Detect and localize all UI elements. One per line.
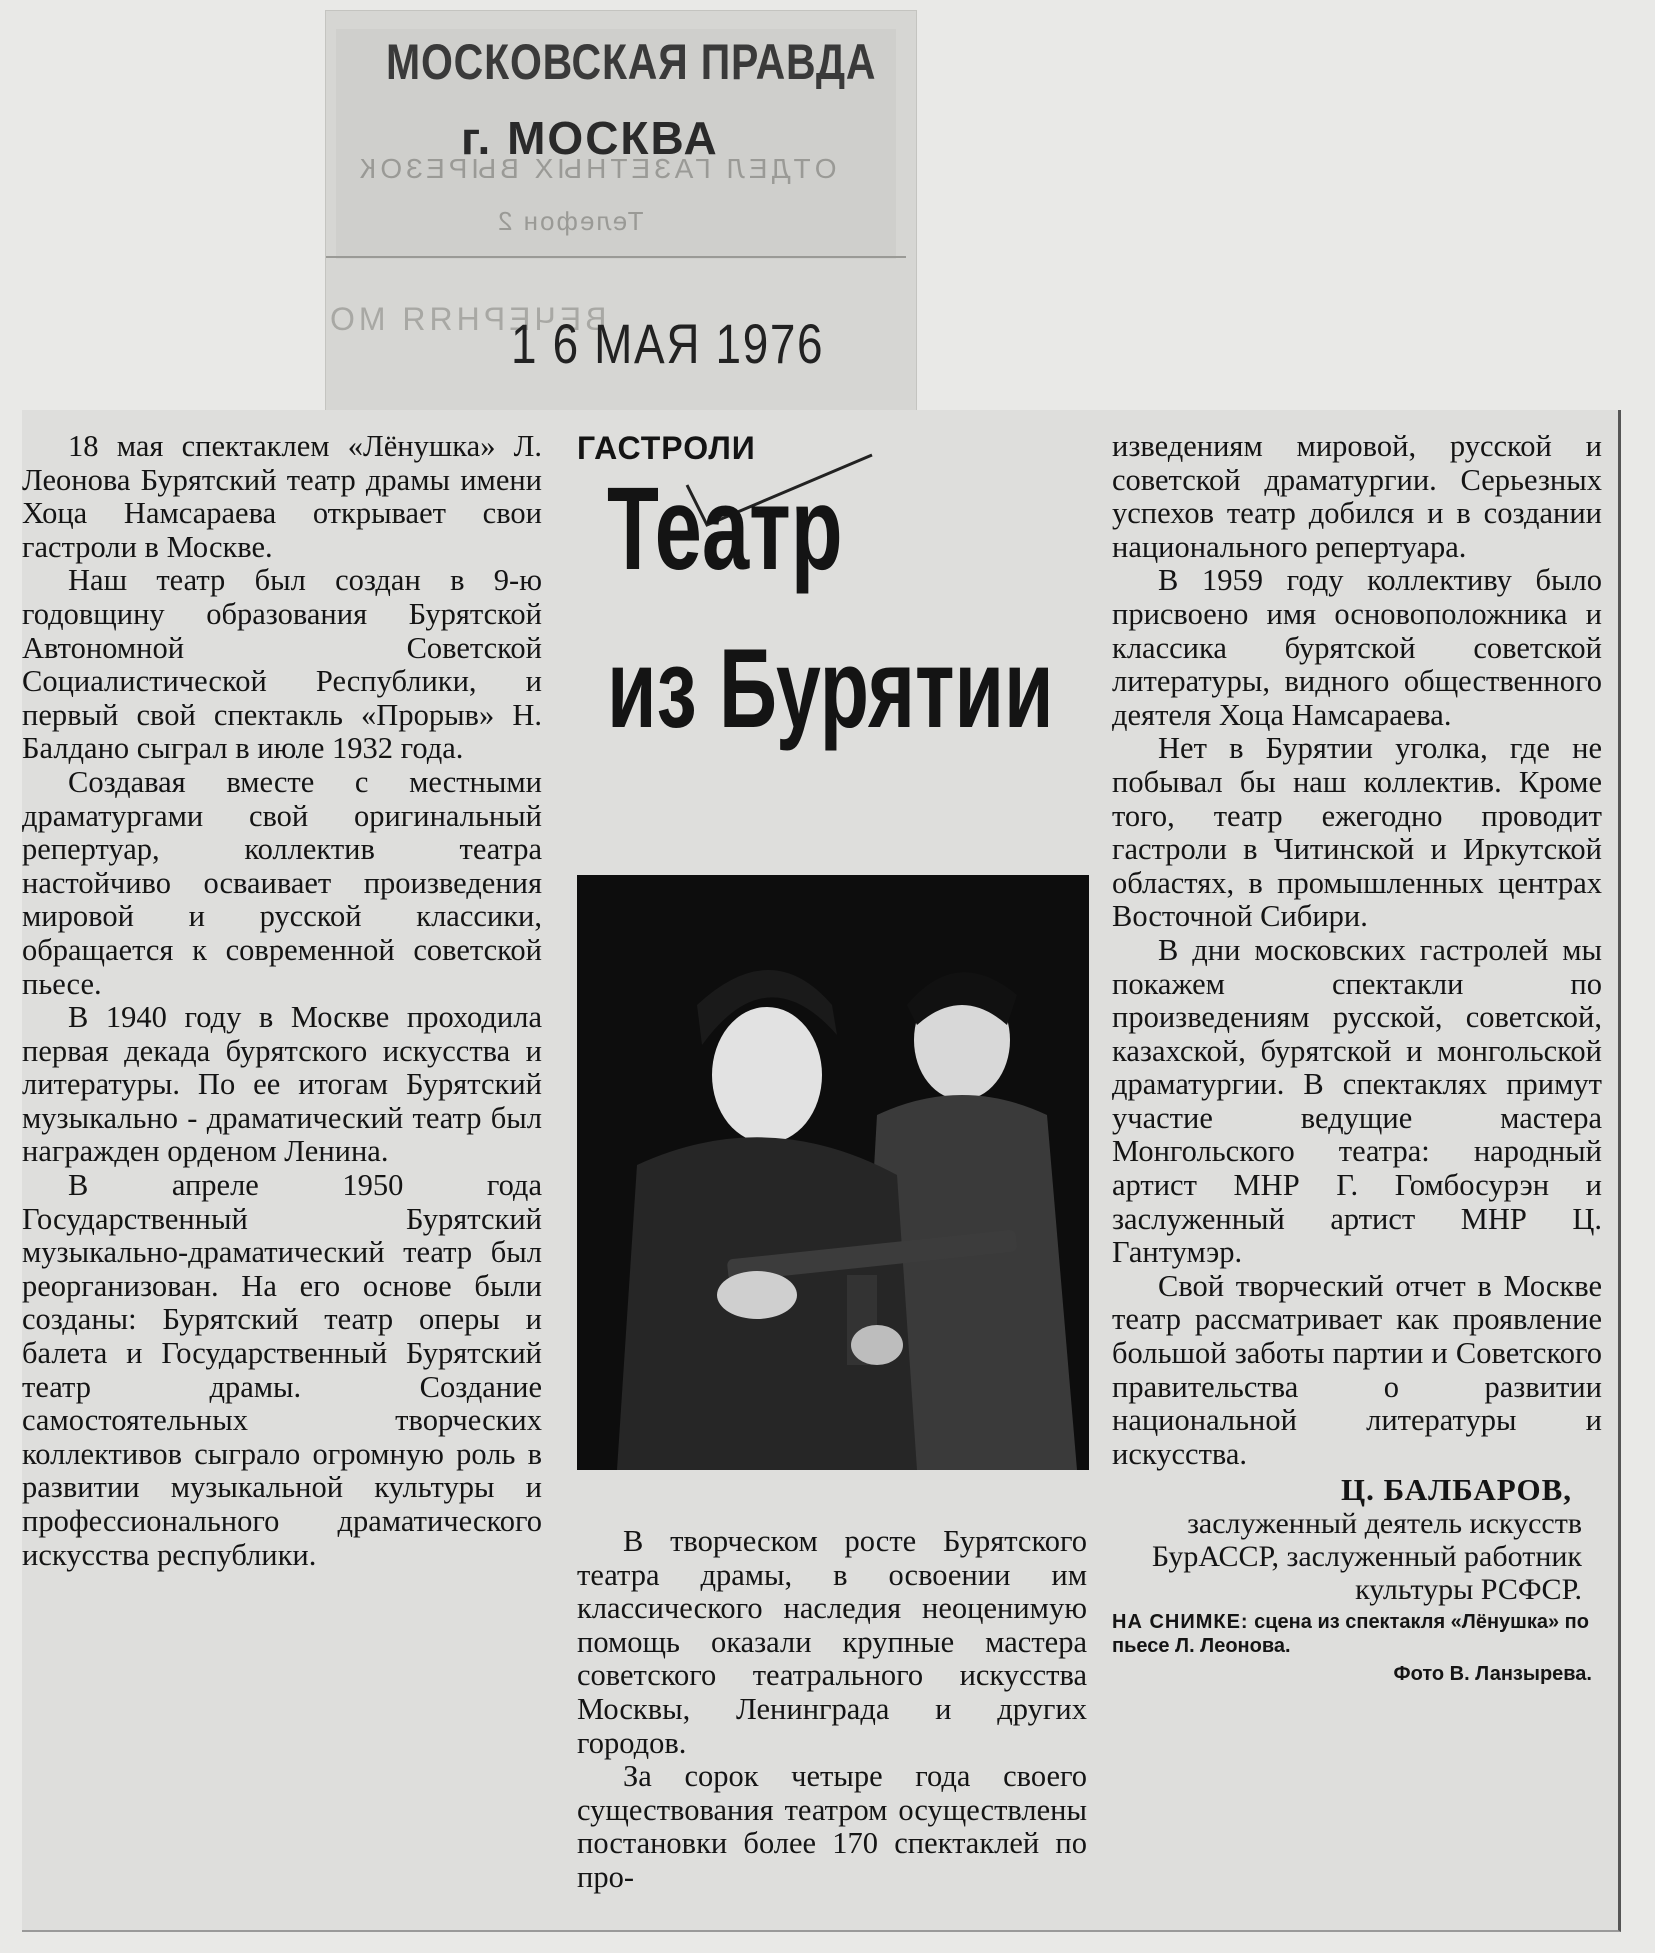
paragraph: Нет в Бурятии уголка, где не побывал бы наш коллектив. Кроме того, театр ежегодно проводит гастроли в Читинской и Иркутской областях, в промышленных центрах Восточной Сибири. [1112, 731, 1602, 934]
paragraph: Создавая вместе с местными драматургами свой оригинальный репертуар, коллектив театра настойчиво осваивает произведения мировой и русской классики, обращается к современной советской пьесе. [22, 764, 542, 1001]
paragraph: В 1959 году коллективу было присвоено имя основоположника и классика бурятской советской литературы, видного общественного деятеля Хоца Намсараева. [1112, 563, 1602, 732]
rubric: ГАСТРОЛИ [577, 430, 756, 466]
paragraph: В дни московских гастролей мы покажем спектакли по произведениям русской, советской, казахской, бурятской и монгольской драматургии. В спектаклях примут участие ведущие мастера Монгольского театра: народный артист МНР Г. Гомбосурэн и заслуженный артист МНР Ц. Гантумэр. [1112, 932, 1602, 1270]
article-column-1 [22, 430, 542, 1572]
caption-lead: НА СНИМКЕ: [1112, 1611, 1249, 1633]
newspaper-clipping [22, 410, 1621, 1932]
photo-caption [1112, 1610, 1602, 1658]
paragraph: Наш театр был создан в 9-ю годовщину образования Бурятской Автономной Советской Социалистической Республики, и первый свой спектакль «Прорыв» Н. Балдано сыграл в июле 1932 года. [22, 563, 542, 766]
stamp-ghost-line1: ОТДЕЛ ГАЗЕТНЫХ ВЫРЕЗОК [356, 153, 837, 184]
photo-credit: Фото В. Ланзырева. [1393, 1663, 1592, 1685]
paragraph: За сорок четыре года своего существования театром осуществлены постановки более 170 спектаклей по про- [577, 1759, 1087, 1894]
paragraph: В апреле 1950 года Государственный Бурятский музыкально-драматический театр был реорганизован. На его основе были созданы: Бурятский театр оперы и балета и Государственный Бурятский театр драмы. Создание самостоятельных творческих коллективов сыграло огромную роль в развитии музыкальной культуры и профессионального драматического искусства республики. [22, 1168, 542, 1572]
author-name: Ц. БАЛБАРОВ, [1341, 1472, 1572, 1508]
stamp-date: 1 6 МАЯ 1976 [511, 312, 825, 375]
author-title: заслуженный деятель искусств БурАССР, заслуженный работник культуры РСФСР. [1151, 1507, 1582, 1606]
article-column-2 [577, 430, 1097, 1894]
headline-line2: из Бурятии [607, 626, 1054, 751]
paragraph: В 1940 году в Москве проходила первая декада бурятского искусства и литературы. По ее итогам Бурятский музыкально - драматический театр был награжден орденом Ленина. [22, 1000, 542, 1169]
caption-text: сцена из спектакля «Лёнушка» по пьесе Л. Леонова. [1112, 1611, 1589, 1657]
stamp-publication: МОСКОВСКАЯ ПРАВДА [386, 34, 877, 90]
paragraph: В творческом росте Бурятского театра драмы, в освоении им классического наследия неоценимую помощь оказали крупные мастера советского театрального искусства Москвы, Ленинграда и других городов. [577, 1524, 1087, 1760]
stamp-rule [326, 256, 906, 258]
stamp-ghost-line3: ВЕЧЕРНЯЯ МО [326, 301, 607, 337]
stage-photo [577, 875, 1089, 1470]
stage-scene-image [577, 875, 1089, 1470]
stamp-city: г. МОСКВА [461, 112, 719, 164]
stamp-ghost-line2: Телефон 2 [496, 206, 644, 236]
paragraph: Свой творческий отчет в Москве театр рассматривает как проявление большой заботы партии и Советского правительства о развитии национальной литературы и искусства. [1112, 1268, 1602, 1471]
headline-line1: Театр [607, 463, 843, 595]
article-column-3 [1112, 430, 1602, 1692]
paragraph: изведениям мировой, русской и советской драматургии. Серьезных успехов театр добился и в создании национального репертуара. [1112, 429, 1602, 564]
column-2-text [577, 1525, 1087, 1895]
paragraph: 18 мая спектаклем «Лёнушка» Л. Леонова Бурятский театр драмы имени Хоца Намсараева открывает свои гастроли в Москве. [22, 429, 542, 564]
archive-stamp [325, 10, 917, 422]
